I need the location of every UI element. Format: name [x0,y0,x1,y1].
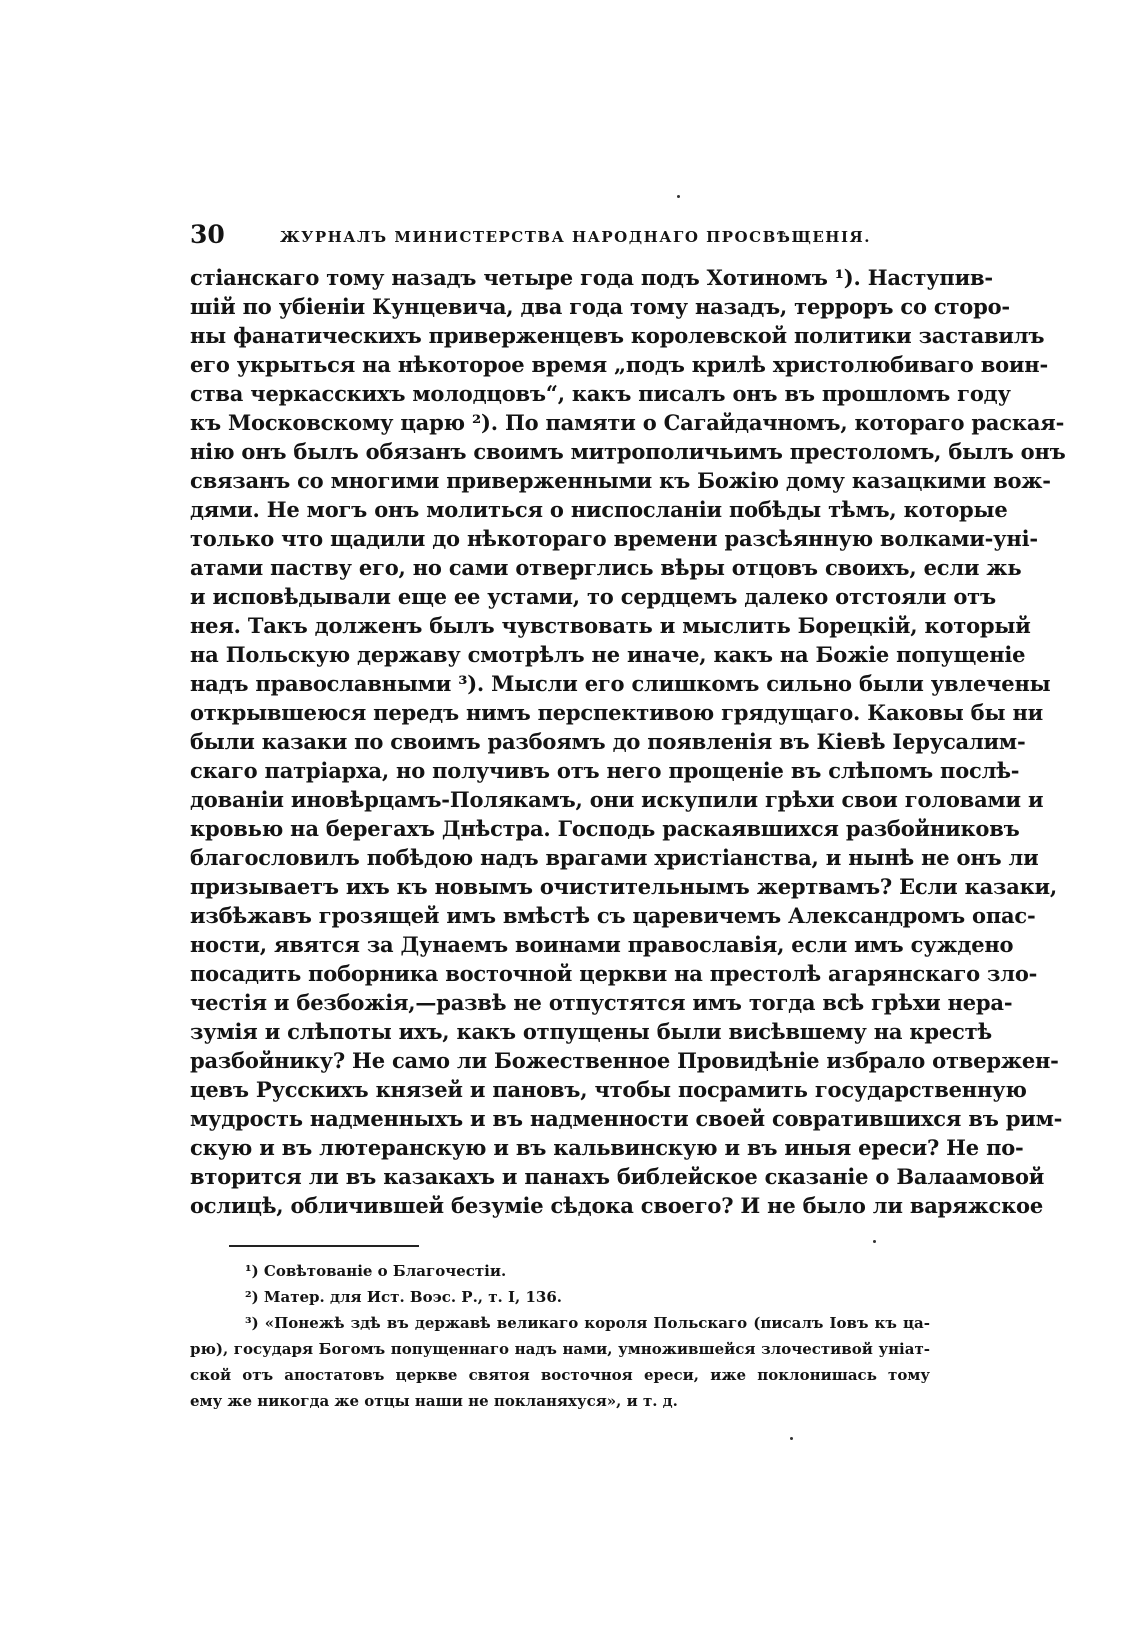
text-line: ства черкасскихъ молодцовъ“, какъ писалъ онъ въ прошломъ году [190,381,1011,406]
text-line: нея. Такъ долженъ былъ чувствовать и мыслить Борецкій, который [190,613,1031,638]
text-line: шій по убіеніи Кунцевича, два года тому назадъ, терроръ со сторо- [190,294,1010,319]
text-line: къ Московскому царю ²). По памяти о Сагайдачномъ, котораго раская- [190,410,1065,435]
print-speck [677,195,680,198]
text-line: надъ православными ³). Мысли его слишкомъ сильно были увлечены [190,671,1051,696]
text-line: нію онъ былъ обязанъ своимъ митрополичьимъ престоломъ, былъ онъ [190,439,1066,464]
print-speck [790,1437,793,1440]
running-title: ЖУРНАЛЪ МИНИСТЕРСТВА НАРОДНАГО ПРОСВѢЩЕНІЯ. [280,228,871,246]
text-line: и исповѣдывали еще ее устами, то сердцемъ далеко отстояли отъ [190,584,996,609]
text-line: скаго патріарха, но получивъ отъ него прощеніе въ слѣпомъ послѣ- [190,758,1020,783]
body-text [190,263,1066,1220]
text-line: избѣжавъ грозящей имъ вмѣстѣ съ царевичемъ Александромъ опас- [190,903,1036,928]
text-line: дями. Не могъ онъ молиться о ниспосланіи побѣды тѣмъ, которые [190,497,1008,522]
text-line: были казаки по своимъ разбоямъ до появленія въ Кіевѣ Іерусалим- [190,729,1026,754]
text-line: честія и безбожія,—развѣ не отпустятся имъ тогда всѣ грѣхи нера- [190,990,1013,1015]
text-line: скую и въ лютеранскую и въ кальвинскую и въ иныя ереси? Не по- [190,1135,1024,1160]
print-speck [873,1240,876,1243]
text-line: на Польскую державу смотрѣлъ не иначе, какъ на Божіе попущеніе [190,642,1026,667]
text-line: мудрость надменныхъ и въ надменности своей совратившихся въ рим- [190,1106,1063,1131]
footnote-3-line: рю), государя Богомъ попущеннаго надъ нами, умножившейся злочестивой уніат- [190,1340,930,1358]
footnote-3-line: ему же никогда же отцы наши не покланяхуся», и т. д. [190,1392,678,1410]
footnote-3: ³) «Понежѣ здѣ въ державѣ великаго короля Польскаго (писалъ Іовъ къ ца- [245,1314,930,1332]
text-line: посадить поборника восточной церкви на престолѣ агарянскаго зло- [190,961,1038,986]
text-line: стіанскаго тому назадъ четыре года подъ Хотиномъ ¹). Наступив- [190,265,993,290]
footnotes [190,1258,930,1414]
text-line: вторится ли въ казакахъ и панахъ библейское сказаніе о Валаамовой [190,1164,1045,1189]
text-line: кровью на берегахъ Днѣстра. Господь раскаявшихся разбойниковъ [190,816,1020,841]
footnote-2: ²) Матер. для Ист. Воэс. Р., т. I, 136. [245,1288,562,1306]
text-line: ности, явятся за Дунаемъ воинами православія, если имъ суждено [190,932,1014,957]
footnote-3-line: ской отъ апостатовъ церкве святоя восточноя ереси, иже поклонишась тому [190,1366,930,1384]
text-line: разбойнику? Не само ли Божественное Провидѣніе избрало отвержен- [190,1048,1059,1073]
page-number: 30 [190,220,225,249]
footnote-rule [229,1245,419,1247]
page-header [190,220,930,256]
text-line: ослицѣ, обличившей безуміе сѣдока своего? И не было ли варяжское [190,1193,1043,1218]
text-line: его укрыться на нѣкоторое время „подъ крилѣ христолюбиваго воин- [190,352,1048,377]
text-line: связанъ со многими приверженными къ Божію дому казацкими вож- [190,468,1051,493]
text-line: только что щадили до нѣкотораго времени разсѣянную волками-уні- [190,526,1038,551]
text-line: открывшеюся передъ нимъ перспективою грядущаго. Каковы бы ни [190,700,1043,725]
text-line: призываетъ ихъ къ новымъ очистительнымъ жертвамъ? Если казаки, [190,874,1058,899]
text-line: ны фанатическихъ приверженцевъ королевской политики заставилъ [190,323,1045,348]
text-line: атами паству его, но сами отверглись вѣры отцовъ своихъ, если жь [190,555,1022,580]
text-line: дованіи иновѣрцамъ-Полякамъ, они искупили грѣхи свои головами и [190,787,1044,812]
text-line: зумія и слѣпоты ихъ, какъ отпущены были висѣвшему на крестѣ [190,1019,992,1044]
text-line: благословилъ побѣдою надъ врагами христіанства, и нынѣ не онъ ли [190,845,1039,870]
text-line: цевъ Русскихъ князей и пановъ, чтобы посрамить государственную [190,1077,1027,1102]
footnote-1: ¹) Совѣтованіе о Благочестіи. [245,1262,507,1280]
